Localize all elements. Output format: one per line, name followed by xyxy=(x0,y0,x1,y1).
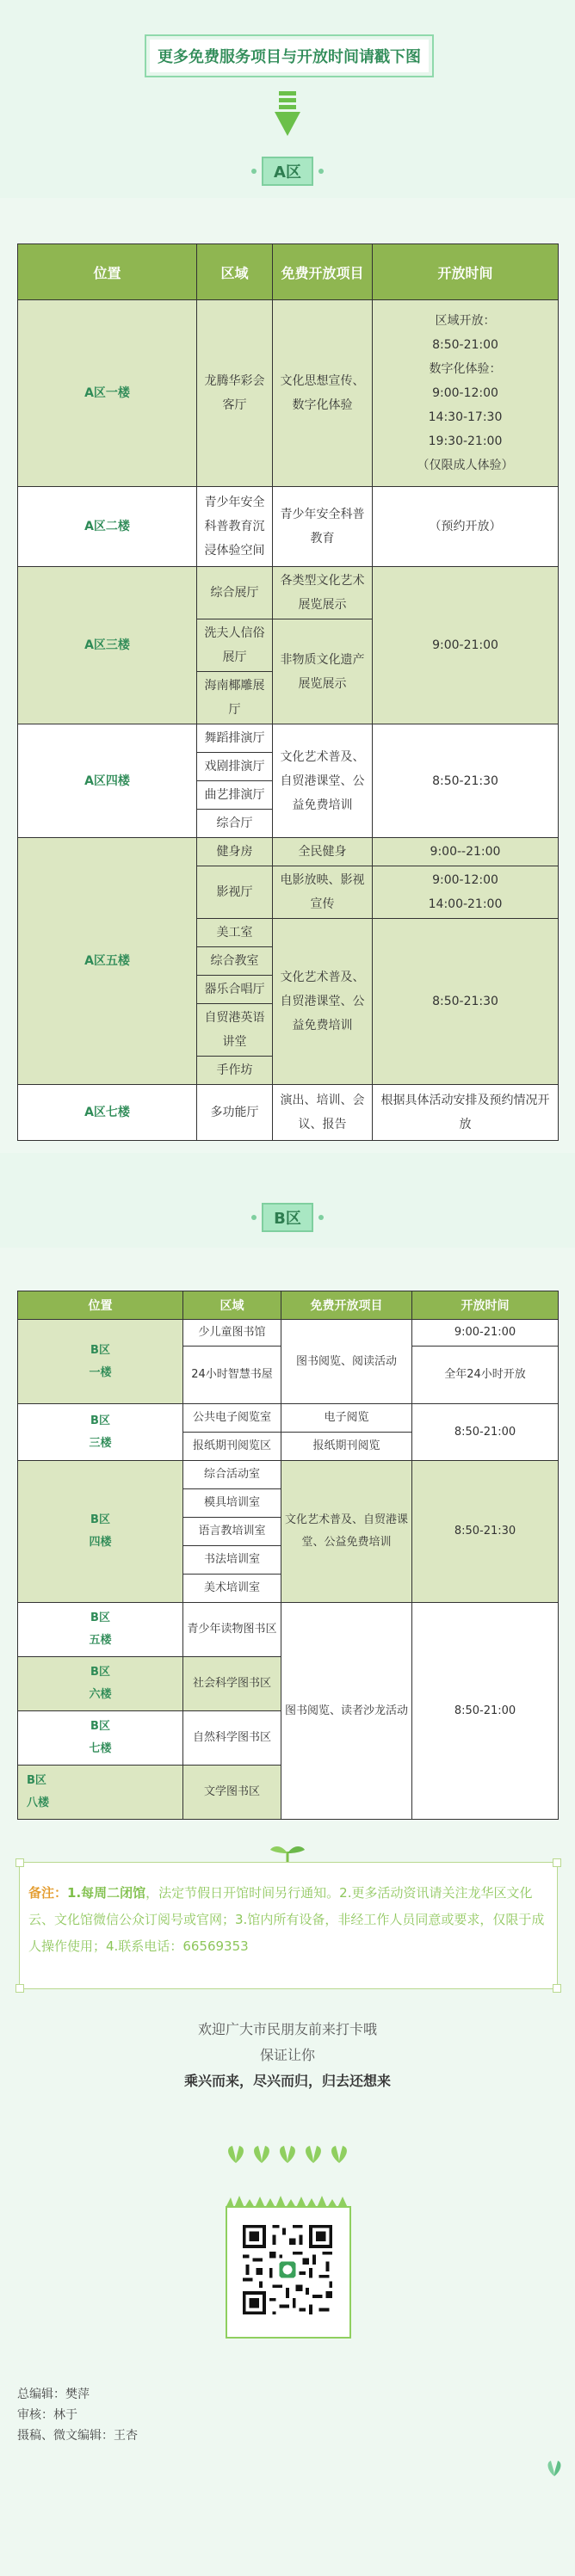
credit-editor: 总编辑：樊萍 xyxy=(17,2388,90,2401)
project-cell: 演出、培训、会议、报告 xyxy=(273,1085,373,1141)
area-cell: 社会科学图书区 xyxy=(183,1657,281,1711)
dot-icon xyxy=(318,1215,324,1220)
project-cell: 文化艺术普及、自贸港课堂、公益免费培训 xyxy=(281,1461,412,1603)
location-line: 四楼 xyxy=(89,1536,112,1549)
area-cell: 报纸期刊阅览区 xyxy=(183,1433,281,1461)
down-arrow-icon xyxy=(275,91,300,138)
time-line: 8:50-21:00 xyxy=(432,338,498,352)
project-cell: 全民健身 xyxy=(273,838,373,866)
area-cell: 自然科学图书区 xyxy=(183,1711,281,1766)
area-cell: 龙腾华彩会客厅 xyxy=(197,300,273,487)
welcome-line: 欢迎广大市民朋友前来打卡哦 xyxy=(197,2021,377,2037)
notice-box xyxy=(19,1862,558,1989)
location-cell: A区五楼 xyxy=(18,838,197,1085)
table-row xyxy=(18,1603,559,1657)
location-cell xyxy=(18,1766,183,1820)
project-cell: 图书阅览、阅读活动 xyxy=(281,1320,412,1404)
location-cell: A区一楼 xyxy=(18,300,197,487)
time-cell: 9:00-21:00 xyxy=(412,1320,559,1347)
corner-mark xyxy=(553,1858,561,1867)
area-cell: 语言教培训室 xyxy=(183,1518,281,1546)
table-row xyxy=(18,300,559,487)
location-line: B区 xyxy=(90,1612,110,1624)
area-cell: 自贸港英语讲堂 xyxy=(197,1004,273,1057)
location-line: 六楼 xyxy=(89,1688,112,1701)
project-cell: 文化思想宣传、数字化体验 xyxy=(273,300,373,487)
time-cell: 全年24小时开放 xyxy=(412,1347,559,1404)
time-cell xyxy=(373,300,559,487)
credit-writer: 摄稿、微文编辑：王杏 xyxy=(17,2429,138,2443)
location-line: B区 xyxy=(90,1666,110,1679)
table-row xyxy=(18,567,559,619)
location-cell xyxy=(18,1603,183,1657)
col-header: 开放时间 xyxy=(373,244,559,300)
col-header: 位置 xyxy=(18,1291,183,1320)
time-line: 14:00-21:00 xyxy=(428,897,503,911)
qr-code-icon[interactable] xyxy=(239,2222,336,2318)
location-cell: A区三楼 xyxy=(18,567,197,724)
leaf-icon xyxy=(544,2459,565,2476)
notice-body: ，法定节假日开馆时间另行通知。2.更多活动资讯请关注龙华区文化云、文化馆微信公众订阅号或官网；3.馆内所有设备，非经工作人员同意或要求，仅限于成人操作使用；4.联系电话：66569353 xyxy=(28,1885,545,1954)
table-row xyxy=(18,724,559,753)
table-row xyxy=(18,1461,559,1489)
time-cell: 8:50-21:30 xyxy=(373,724,559,838)
col-header: 开放时间 xyxy=(412,1291,559,1320)
time-line: 19:30-21:00 xyxy=(428,434,503,448)
location-cell xyxy=(18,1320,183,1404)
zone-b-label: B区 xyxy=(262,1203,314,1232)
location-line: 五楼 xyxy=(89,1634,112,1647)
notice-label: 备注： xyxy=(28,1885,68,1901)
location-line: B区 xyxy=(27,1774,46,1787)
area-cell: 器乐合唱厅 xyxy=(197,976,273,1004)
time-cell: 9:00--21:00 xyxy=(373,838,559,866)
area-cell: 综合厅 xyxy=(197,810,273,838)
table-row xyxy=(18,1404,559,1433)
project-cell: 青少年安全科普教育 xyxy=(273,487,373,567)
location-line: 七楼 xyxy=(89,1742,112,1755)
time-line: （仅限成人体验） xyxy=(417,459,514,472)
time-line: 9:00-12:00 xyxy=(432,386,498,400)
zone-b-tag xyxy=(246,1199,329,1236)
location-line: B区 xyxy=(90,1343,110,1357)
area-cell: 曲艺排演厅 xyxy=(197,781,273,810)
table-header-row xyxy=(18,1291,559,1320)
zone-a-label: A区 xyxy=(262,157,314,186)
sprout-icon xyxy=(269,1841,306,1864)
area-cell: 综合展厅 xyxy=(197,567,273,619)
area-cell: 洗夫人信俗展厅 xyxy=(197,619,273,672)
area-cell: 少儿童图书馆 xyxy=(183,1320,281,1347)
area-cell: 书法培训室 xyxy=(183,1546,281,1575)
time-cell: 8:50-21:30 xyxy=(373,919,559,1085)
area-cell: 模具培训室 xyxy=(183,1489,281,1518)
col-header: 免费开放项目 xyxy=(281,1291,412,1320)
location-line: 三楼 xyxy=(89,1436,112,1450)
location-cell: A区四楼 xyxy=(18,724,197,838)
location-cell xyxy=(18,1404,183,1461)
corner-mark xyxy=(15,1984,24,1993)
project-cell: 各类型文化艺术展览展示 xyxy=(273,567,373,619)
time-cell: 根据具体活动安排及预约情况开放 xyxy=(373,1085,559,1141)
services-banner[interactable]: 更多免费服务项目与开放时间请戳下图 xyxy=(145,34,434,77)
corner-mark xyxy=(15,1858,24,1867)
zone-a-tag xyxy=(246,153,329,189)
corner-mark xyxy=(553,1984,561,1993)
location-line: B区 xyxy=(90,1720,110,1733)
leaves-icon xyxy=(224,2144,351,2165)
time-line: 区域开放： xyxy=(435,314,496,328)
time-cell: 8:50-21:30 xyxy=(412,1461,559,1603)
col-header: 位置 xyxy=(18,244,197,300)
area-cell: 海南椰雕展厅 xyxy=(197,672,273,724)
col-header: 区域 xyxy=(183,1291,281,1320)
project-cell: 电影放映、影视宣传 xyxy=(273,866,373,919)
dot-icon xyxy=(318,169,324,174)
welcome-line: 保证让你 xyxy=(259,2047,315,2063)
time-line: 14:30-17:30 xyxy=(428,410,503,424)
location-line: B区 xyxy=(90,1414,110,1427)
location-cell: A区二楼 xyxy=(18,487,197,567)
area-cell: 健身房 xyxy=(197,838,273,866)
area-cell: 美工室 xyxy=(197,919,273,947)
project-cell: 非物质文化遗产展览展示 xyxy=(273,619,373,724)
area-cell: 舞蹈排演厅 xyxy=(197,724,273,753)
time-cell: （预约开放） xyxy=(373,487,559,567)
area-cell: 影视厅 xyxy=(197,866,273,919)
project-cell: 电子阅览 xyxy=(281,1404,412,1433)
qr-code-frame[interactable] xyxy=(226,2206,351,2339)
area-cell: 美术培训室 xyxy=(183,1575,281,1603)
location-line: 一楼 xyxy=(89,1365,112,1379)
area-cell: 戏剧排演厅 xyxy=(197,753,273,781)
zone-b-table xyxy=(17,1291,559,1820)
dot-icon xyxy=(251,169,257,174)
area-cell: 青少年读物图书区 xyxy=(183,1603,281,1657)
area-cell: 多功能厅 xyxy=(197,1085,273,1141)
time-line: 9:00-12:00 xyxy=(432,873,498,887)
dot-icon xyxy=(251,1215,257,1220)
time-cell: 8:50-21:00 xyxy=(412,1404,559,1461)
table-row xyxy=(18,487,559,567)
zone-a-table xyxy=(17,243,559,1141)
welcome-line: 乘兴而来，尽兴而归，归去还想来 xyxy=(183,2073,391,2089)
area-cell: 综合活动室 xyxy=(183,1461,281,1489)
area-cell: 文学图书区 xyxy=(183,1766,281,1820)
col-header: 免费开放项目 xyxy=(273,244,373,300)
time-cell: 9:00-21:00 xyxy=(373,567,559,724)
table-row xyxy=(18,838,559,866)
col-header: 区域 xyxy=(197,244,273,300)
location-cell xyxy=(18,1711,183,1766)
location-line: B区 xyxy=(90,1513,110,1526)
location-cell xyxy=(18,1657,183,1711)
time-cell xyxy=(373,866,559,919)
area-cell: 青少年安全科普教育沉浸体验空间 xyxy=(197,487,273,567)
project-cell: 报纸期刊阅览 xyxy=(281,1433,412,1461)
table-header-row xyxy=(18,244,559,300)
time-cell: 8:50-21:00 xyxy=(412,1603,559,1820)
table-row xyxy=(18,1320,559,1347)
project-cell: 文化艺术普及、自贸港课堂、公益免费培训 xyxy=(273,724,373,838)
area-cell: 24小时智慧书屋 xyxy=(183,1347,281,1404)
area-cell: 公共电子阅览室 xyxy=(183,1404,281,1433)
credit-review: 审核：林于 xyxy=(17,2408,77,2422)
notice-highlight: 每周二闭馆 xyxy=(81,1885,146,1901)
project-cell: 文化艺术普及、自贸港课堂、公益免费培训 xyxy=(273,919,373,1085)
notice-number: 1. xyxy=(67,1885,82,1901)
project-cell: 图书阅览、读者沙龙活动 xyxy=(281,1603,412,1820)
area-cell: 综合教室 xyxy=(197,947,273,976)
notice-text xyxy=(28,1880,548,1960)
location-line: 八楼 xyxy=(27,1796,50,1809)
area-cell: 手作坊 xyxy=(197,1057,273,1085)
location-cell: A区七楼 xyxy=(18,1085,197,1141)
table-row xyxy=(18,1085,559,1141)
time-line: 数字化体验： xyxy=(429,362,502,376)
location-cell xyxy=(18,1461,183,1603)
